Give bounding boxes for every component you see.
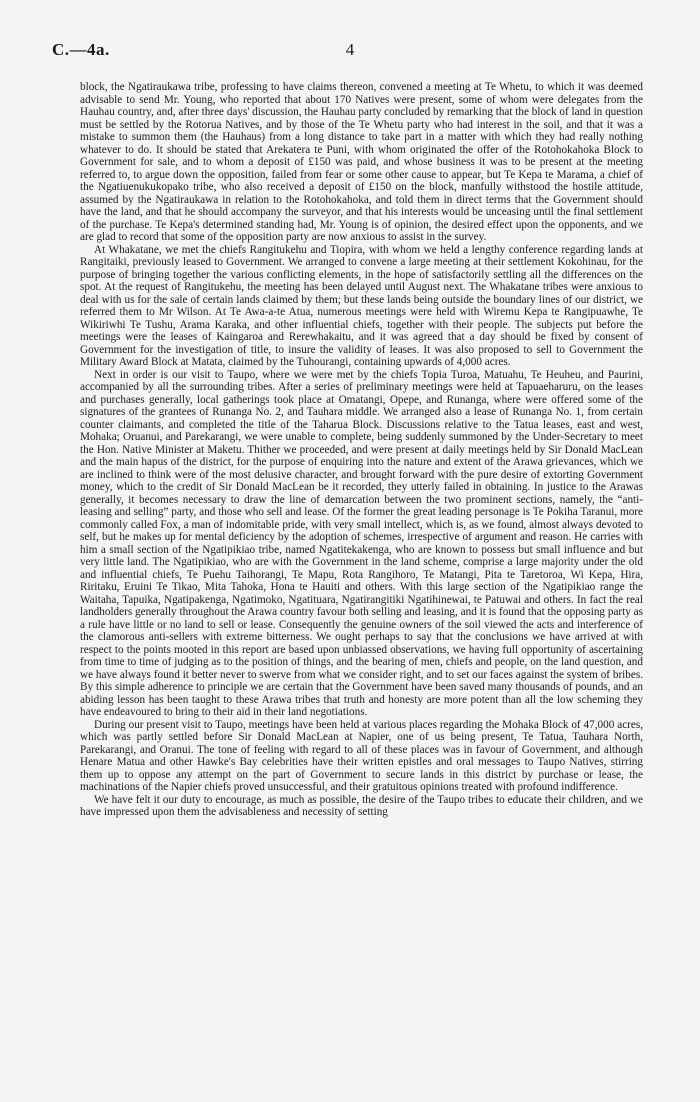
paragraph: Next in order is our visit to Taupo, where we were met by the chiefs Topia Turoa, Matuahu, Te Heuheu, and Paurini, accompanied by all the surrounding tribes. After a series of preliminary meetings were held at Tapuaeharuru, on the leases and purchases generally, local gatherings took place at Omatangi, Opepe, and Runanga, where were offered some of the signatures of the grantees of Runanga No. 2, and Tauhara middle. We arranged also a lease of Runanga No. 1, from certain counter claimants, and completed the title of the Taharua Block. Discussions relative to the Tatua leases, east and west, Mohaka; Oruanui, and Parekarangi, we were unable to complete, being suddenly summoned by the Under-Secretary to meet the Hon. Native Minister at Maketu. Thither we proceeded, and were present at daily meetings held by Sir Donald MacLean and the main hapus of the district, for the purpose of enquiring into the nature and extent of the Arawa grievances, which we are inclined to think were of the most delusive character, and brought forward with the pure desire of extorting Government money, which to the credit of Sir Donald MacLean be it recorded, they utterly failed in obtaining. In justice to the Arawas generally, it becomes necessary to draw the line of demarcation between the two prominent sections, namely, the “anti-leasing and selling” party, and those who sell and lease. Of the former the great leading personage is Te Pokiha Taranui, more commonly called Fox, a man of indomitable pride, with very small intellect, which is, as we found, almost always devoted to self, but he makes up for mental deficiency by the adoption of schemes, irrespective of argument and reason. He carries with him a small section of the Ngatipikiao tribe, named Ngatitekakenga, who are known to possess but small influence and but very little land. The Ngatipikiao, who are with the Government in the land scheme, comprise a large majority under the old and influential chiefs, Te Puehu Taihorangi, Te Mapu, Rota Rangihoro, Te Matangi, Pita te Taretoroa, Wi Kepa, Hira, Riritaku, Eruini Te Tikao, Mita Tahoka, Hona te Hauiti and others. With this large section of the Ngatipikiao range the Waitaha, Tapuika, Ngatipakenga, Ngatimoko, Ngatituara, Ngatirangitiki Ngatihinewai, te Patuwai and others. In fact the real landholders generally throughout the Arawa country favour both selling and leasing, and it is found that the opposing party as a rule have little or no land to sell or lease. Consequently the genuine owners of the soil viewed the acts and interference of the clamorous anti-sellers with extreme bitterness. We ought perhaps to say that the conclusions we have arrived at with respect to the points mooted in this report are based upon unbiassed observations, we having full opportunity of ascertaining from time to time of judging as to the position of things, and the bearing of men, chiefs and people, on the land question, and we have always found it better never to swerve from what we consider right, and to set our faces against the system of bribes. By this simple adherence to principle we are certain that the Government have been saved many thousands of pounds, and an abiding lesson has been taught to these Arawa tribes that truth and honesty are more potent than all the low scheming they have endeavoured to bring to their aid in their land negotiations. [80,368,643,718]
paragraph: We have felt it our duty to encourage, as much as possible, the desire of the Taupo tribes to educate their children, and we have impressed upon them the advisableness and necessity of setting [80,793,643,818]
paragraph: block, the Ngatiraukawa tribe, professing to have claims thereon, convened a meeting at Te Whetu, to which it was deemed advisable to send Mr. Young, who reported that about 170 Natives were present, some of whom were delegates from the Hauhau country, and, after three days' discussion, the Hauhau party concluded by remarking that the block of land in question must be settled by the Rotorua Natives, and by those of the Te Whetu party who had interest in the soil, and that it was a mistake to summon them (the Hauhaus) from a long distance to take part in a matter with which they had really nothing whatever to do. It should be stated that Arekatera te Puni, with whom originated the offer of the Rotohokahoka Block to Government for sale, and to whom a deposit of £150 was paid, and whose business it was to be present at the meeting referred to, to argue down the opposition, failed from fear or some other cause to appear, but Te Kepa te Marama, a chief of the Ngatiuenukukopako tribe, who also received a deposit of £150 on the block, manfully withstood the hostile attitude, assumed by the Ngatiraukawa in relation to the Rotohokahoka, and told them in direct terms that the Government should have the land, and that he should accompany the surveyor, and that his interests would be unceasing until the final settlement of the purchase. Te Kepa's determined standing had, Mr. Young is of opinion, the desired effect upon the opponents, and we are glad to record that some of the opposition party are now anxious to assist in the survey. [80,81,643,243]
document-code: C.—4a. [52,40,110,59]
report-body [80,81,643,819]
page-number: 4 [345,40,355,59]
paragraph: During our present visit to Taupo, meetings have been held at various places regarding the Mohaka Block of 47,000 acres, which was partly settled before Sir Donald MacLean at Napier, one of us being present, Te Tatua, Tauhara North, Parekarangi, and Oranui. The tone of feeling with regard to all of these places was in favour of Government, and although Henare Matua and other Hawke's Bay celebrities have their written epistles and oral messages to Taupo Natives, stirring them up to oppose any attempt on the part of Government to secure lands in this district by purchase or lease, the machinations of the Napier chiefs proved unsuccessful, and their gratuitous opinions treated with profound indifference. [80,718,643,793]
paragraph: At Whakatane, we met the chiefs Rangitukehu and Tiopira, with whom we held a lengthy conference regarding lands at Rangitaiki, previously leased to Government. We arranged to convene a large meeting at their settlement Kokohinau, for the purpose of bringing together the various conflicting elements, in the hope of satisfactorily settling all the differences on the spot. At the request of Rangitukehu, the meeting has been delayed until August next. The Whakatane tribes were anxious to deal with us for the sale of certain lands claimed by them; but these lands being outside the boundary lines of our district, we referred them to Mr Wilson. At Te Awa-a-te Atua, numerous meetings were held with Wiremu Kepa te Rangipuawhe, Te Wikiriwhi Te Tushu, Arama Karaka, and other influential chiefs, together with their people. The subjects put before the meetings were the leases of Kaingaroa and Rerewhakaitu, and it was agreed that a day should be fixed by consent of Government for the investigation of title, to insure the validity of leases. It was also proposed to sell to Government the Military Award Block at Matata, claimed by the Tuhourangi, containing upwards of 4,000 acres. [80,243,643,368]
page-header [52,40,648,64]
